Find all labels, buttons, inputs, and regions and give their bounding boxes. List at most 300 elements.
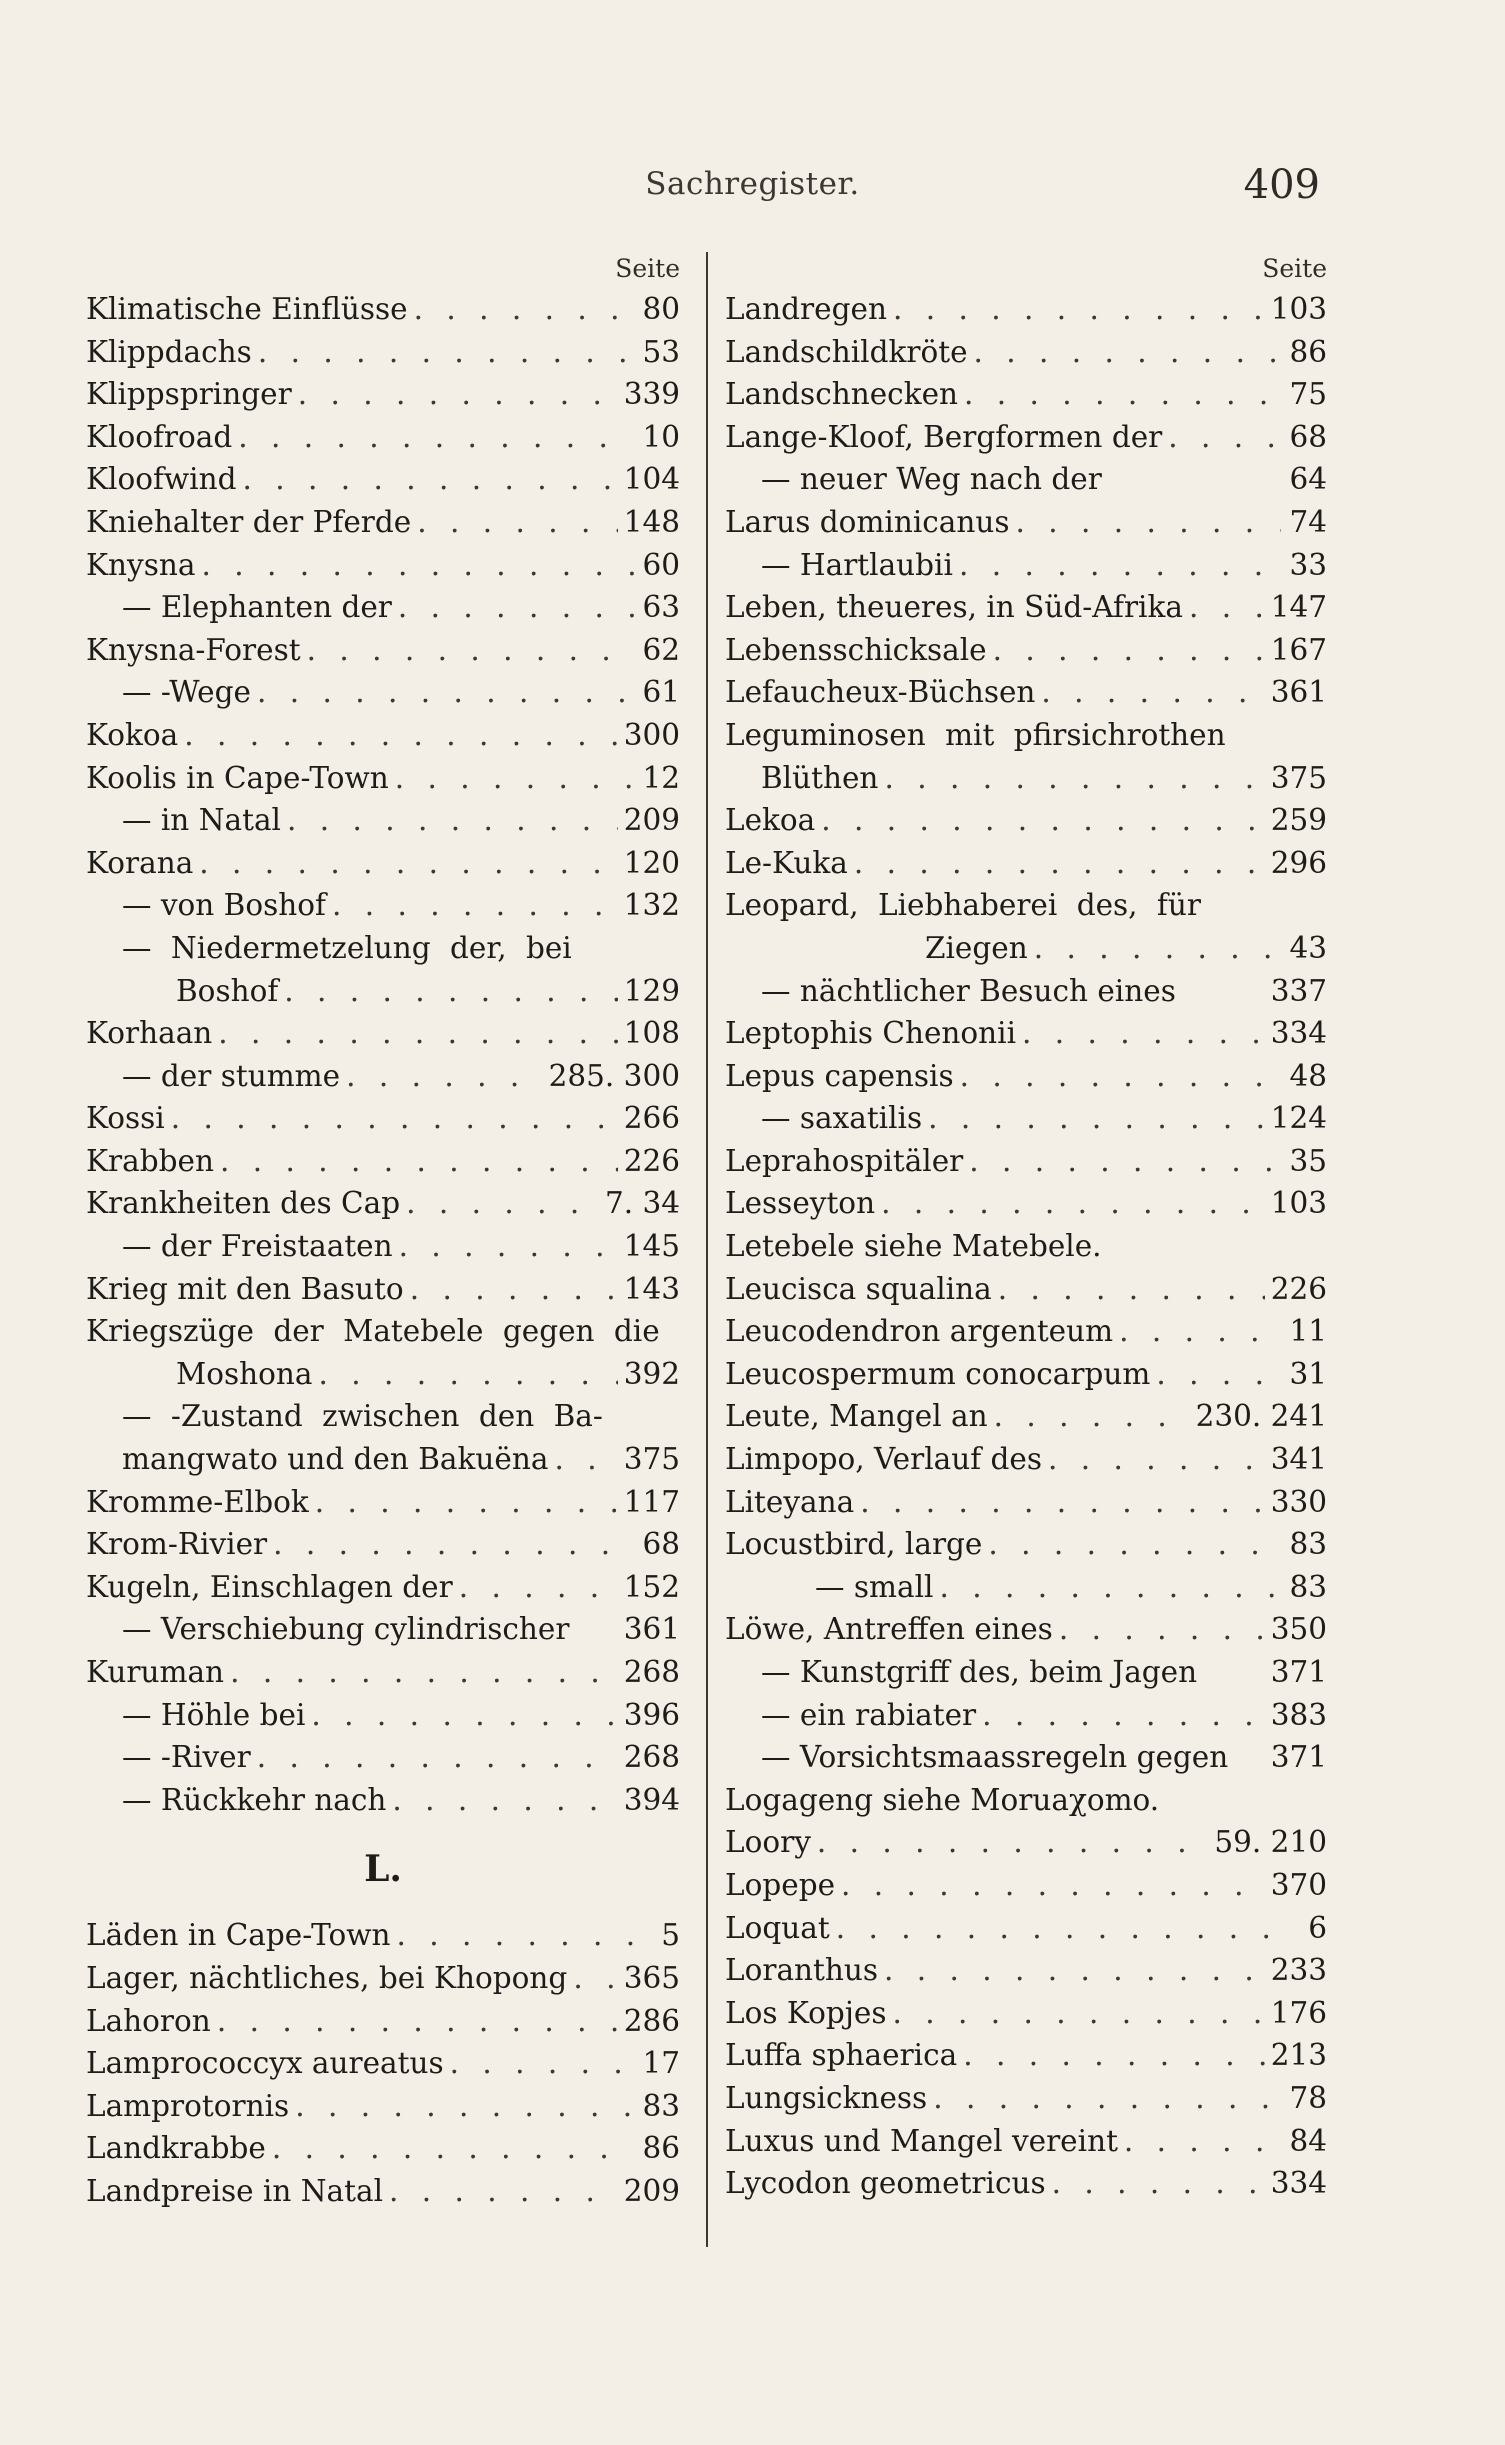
leader-dots (881, 1182, 1265, 1225)
entry-term: Liteyana (725, 1484, 855, 1519)
entry-page: 213 (1270, 2038, 1327, 2073)
entry-page: 86 (642, 2131, 680, 2166)
leader-dots (994, 1395, 1190, 1438)
index-entry (725, 799, 1327, 842)
leader-dots (1022, 1012, 1265, 1055)
leader-dots (998, 1268, 1265, 1311)
index-entry (725, 884, 1327, 927)
entry-term: Lycodon geometricus (725, 2166, 1046, 2201)
entry-page: 230. 241 (1195, 1399, 1327, 1434)
entry-page: 6 (1308, 1910, 1327, 1945)
entry-page: 10 (642, 419, 680, 454)
entry-term: — Kunstgriff des, beim Jagen (761, 1655, 1198, 1689)
entry-page: 33 (1289, 547, 1327, 582)
entry-page: 233 (1270, 1953, 1327, 1988)
index-entry (86, 1012, 680, 1055)
entry-page: 83 (642, 2088, 680, 2123)
index-entry (725, 1907, 1327, 1950)
entry-term: — in Natal (122, 803, 281, 838)
entry-page: 7. 34 (604, 1186, 680, 1221)
entry-term: Larus dominicanus (725, 504, 1010, 539)
entry-term: Knysna-Forest (86, 632, 301, 667)
index-entry (725, 1736, 1327, 1779)
leader-dots (884, 757, 1264, 800)
entry-page: 148 (623, 504, 680, 539)
leader-dots (257, 671, 634, 714)
entry-page: 83 (1289, 1527, 1327, 1562)
entry-term: — saxatilis (761, 1101, 923, 1136)
leader-dots (836, 1907, 1281, 1950)
leader-dots (392, 1779, 617, 1822)
leader-dots (307, 629, 634, 672)
entry-page: 17 (642, 2046, 680, 2081)
entry-page: 11 (1289, 1314, 1327, 1349)
index-entry (86, 757, 680, 800)
index-entry (725, 373, 1327, 416)
leader-dots (893, 288, 1265, 331)
entry-page: 334 (1270, 2166, 1327, 2201)
index-entry (86, 373, 680, 416)
entry-page: 108 (623, 1016, 680, 1051)
entry-term: Logageng siehe Moruaχomo. (725, 1782, 1160, 1817)
entry-term: Leptophis Chenonii (725, 1016, 1017, 1051)
entry-term: Loranthus (725, 1953, 879, 1988)
leader-dots (1052, 2162, 1265, 2205)
leader-dots (841, 1864, 1265, 1907)
entry-page: 286 (623, 2003, 680, 2038)
entry-term: Lopepe (725, 1867, 836, 1902)
entry-term: Lahoron (86, 2003, 211, 2038)
index-entry (86, 1694, 680, 1737)
entry-page: 375 (1270, 760, 1327, 795)
entries-l-right (725, 288, 1327, 2205)
leader-dots (184, 714, 617, 757)
entry-term: Lebensschicksale (725, 632, 987, 667)
index-entry (725, 2034, 1327, 2077)
leader-dots (332, 884, 618, 927)
entry-term: Lange-Kloof, Bergformen der (725, 419, 1163, 454)
entry-term: Korana (86, 845, 194, 880)
entries-k (86, 288, 680, 1821)
entry-page: 143 (623, 1271, 680, 1306)
leader-dots (397, 1914, 634, 1957)
index-entry (86, 1779, 680, 1822)
entry-page: 341 (1270, 1442, 1327, 1477)
entry-page: 145 (623, 1229, 680, 1264)
entry-term: Klippdachs (86, 334, 252, 369)
entry-term: Koolis in Cape-Town (86, 760, 389, 795)
entry-page: 132 (623, 888, 680, 923)
index-entry (725, 1651, 1327, 1694)
leader-dots (893, 1992, 1265, 2035)
entry-term: Landschildkröte (725, 334, 968, 369)
entry-term: Lamprotornis (86, 2088, 290, 2123)
entry-term: — Hartlaubii (761, 547, 953, 582)
entry-term: Kossi (86, 1101, 165, 1136)
entry-term: Landpreise in Natal (86, 2173, 384, 2208)
index-entry (725, 927, 1327, 970)
entry-term: Letebele siehe Matebele. (725, 1229, 1102, 1264)
leader-dots (272, 2127, 634, 2170)
entry-term: Leguminosen mit pfirsichrothen (725, 717, 1226, 752)
index-entry (86, 970, 680, 1013)
entry-term: — Vorsichtsmaassregeln gegen (761, 1740, 1229, 1775)
entry-page: 371 (1270, 1655, 1327, 1689)
index-entry (86, 501, 680, 544)
entry-page: 152 (623, 1569, 680, 1604)
entry-term: Lepus capensis (725, 1058, 954, 1093)
index-entry (725, 1694, 1327, 1737)
index-column-left (86, 250, 680, 2213)
index-entry (725, 1225, 1327, 1268)
index-entry (725, 1566, 1327, 1609)
entry-term: Leucospermum conocarpum (725, 1356, 1151, 1391)
index-entry (86, 2085, 680, 2128)
entry-term: Kromme-Elbok (86, 1484, 309, 1519)
entry-page: 147 (1270, 590, 1327, 625)
leader-dots (318, 1353, 617, 1396)
index-entry (725, 288, 1327, 331)
index-entry (86, 416, 680, 459)
leader-dots (1059, 1608, 1265, 1651)
index-entry (725, 1779, 1327, 1822)
entry-term: Kloofroad (86, 419, 233, 454)
index-entry (725, 1864, 1327, 1907)
leader-dots (201, 544, 634, 587)
leader-dots (399, 1225, 618, 1268)
index-entry (86, 1268, 680, 1311)
entry-page: 12 (642, 760, 680, 795)
leader-dots (1124, 2120, 1281, 2163)
entry-term: — -Zustand zwischen den Ba- (122, 1399, 603, 1434)
entry-page: 361 (1270, 675, 1327, 710)
leader-dots (295, 2085, 634, 2128)
index-entry (725, 671, 1327, 714)
entry-term: — Niedermetzelung der, bei (122, 930, 572, 965)
entry-term: — -River (122, 1740, 251, 1775)
entry-term: Krankheiten des Cap (86, 1186, 401, 1221)
entry-page: 370 (1270, 1867, 1327, 1902)
index-entry (725, 2077, 1327, 2120)
entry-term: — der Freistaaten (122, 1229, 393, 1264)
leader-dots (554, 1438, 617, 1481)
entry-term: Leucisca squalina (725, 1271, 992, 1306)
index-entry (86, 1481, 680, 1524)
leader-dots (821, 799, 1264, 842)
leader-dots (311, 1694, 617, 1737)
index-entry (725, 1992, 1327, 2035)
leader-dots (315, 1481, 618, 1524)
entry-term: Lamprococcyx aureatus (86, 2046, 444, 2081)
leader-dots (287, 799, 618, 842)
entry-page: 396 (623, 1697, 680, 1732)
entry-page: 48 (1289, 1058, 1327, 1093)
entry-page: 43 (1289, 930, 1327, 965)
leader-dots (284, 970, 617, 1013)
entry-page: 209 (623, 803, 680, 838)
index-entry (86, 1140, 680, 1183)
leader-dots (257, 1736, 618, 1779)
index-entry (725, 586, 1327, 629)
entry-term: Boshof (176, 973, 279, 1008)
entry-page: 176 (1270, 1995, 1327, 2030)
entry-page: 80 (642, 292, 680, 326)
entry-term: Luxus und Mangel vereint (725, 2123, 1118, 2158)
index-entry (86, 1914, 680, 1957)
entry-page: 266 (623, 1101, 680, 1136)
leader-dots (959, 544, 1281, 587)
leader-dots (933, 2077, 1281, 2120)
entry-page: 259 (1270, 803, 1327, 838)
index-entry (725, 1140, 1327, 1183)
index-entry (725, 1055, 1327, 1098)
leader-dots (273, 1523, 634, 1566)
entry-term: Klimatische Einflüsse (86, 292, 408, 326)
index-entry (86, 1523, 680, 1566)
leader-dots (1041, 671, 1264, 714)
entry-page: 226 (1270, 1271, 1327, 1306)
index-entry (86, 1395, 680, 1438)
entry-page: 124 (1270, 1101, 1327, 1136)
entry-page: 296 (1270, 845, 1327, 880)
column-label-seite: Seite (1262, 254, 1327, 283)
leader-dots (573, 1957, 617, 2000)
entry-page: 53 (642, 334, 680, 369)
leader-dots (346, 1055, 543, 1098)
entry-term: Klippspringer (86, 377, 292, 412)
entry-page: 117 (623, 1484, 680, 1519)
entry-term: Ziegen (925, 930, 1028, 965)
entry-term: Lefaucheux-Büchsen (725, 675, 1036, 710)
index-entry (86, 288, 680, 331)
index-entry (86, 2042, 680, 2085)
index-entry (725, 458, 1327, 501)
index-entry (86, 714, 680, 757)
entry-term: Blüthen (761, 760, 879, 795)
index-entry (86, 1957, 680, 2000)
entry-term: Locustbird, large (725, 1527, 983, 1562)
leader-dots (395, 757, 634, 800)
entry-page: 129 (623, 973, 680, 1008)
index-entry (725, 501, 1327, 544)
index-entry (725, 544, 1327, 587)
leader-dots (1119, 1310, 1281, 1353)
index-entry (86, 458, 680, 501)
entry-term: Leben, theueres, in Süd-Afrika (725, 590, 1183, 625)
entry-page: 86 (1289, 334, 1327, 369)
index-entry (725, 757, 1327, 800)
entry-term: Los Kopjes (725, 1995, 887, 2030)
entry-page: 61 (642, 675, 680, 710)
index-entry (86, 629, 680, 672)
entry-term: — neuer Weg nach der (761, 462, 1102, 497)
index-entry (86, 1736, 680, 1779)
entry-page: 209 (623, 2173, 680, 2208)
index-entry (86, 1055, 680, 1098)
index-entry (725, 970, 1327, 1013)
index-entry (725, 842, 1327, 885)
leader-dots (963, 2034, 1264, 2077)
leader-dots (414, 288, 634, 331)
entry-page: 268 (623, 1655, 680, 1689)
entry-page: 375 (623, 1442, 680, 1477)
entry-term: Kloofwind (86, 462, 237, 497)
entry-page: 74 (1289, 504, 1327, 539)
entry-term: Krom-Rivier (86, 1527, 268, 1562)
entry-term: Kuruman (86, 1655, 225, 1689)
index-entry (725, 2162, 1327, 2205)
index-entry (86, 2170, 680, 2213)
index-entry (86, 1651, 680, 1694)
entry-page: 68 (1289, 419, 1327, 454)
entry-page: 62 (642, 632, 680, 667)
leader-dots (1156, 1353, 1281, 1396)
leader-dots (217, 2000, 618, 2043)
entry-page: 78 (1289, 2080, 1327, 2115)
leader-dots (406, 1182, 599, 1225)
entry-term: Kriegszüge der Matebele gegen die (86, 1314, 660, 1349)
entry-term: — Höhle bei (122, 1697, 306, 1732)
leader-dots (993, 629, 1265, 672)
entry-term: Landschnecken (725, 377, 959, 412)
entry-page: 59. 210 (1214, 1825, 1327, 1860)
leader-dots (238, 416, 634, 459)
index-entry (725, 1012, 1327, 1055)
index-entry (86, 1225, 680, 1268)
entry-term: Leucodendron argenteum (725, 1314, 1114, 1349)
entry-page: 226 (623, 1143, 680, 1178)
entry-page: 330 (1270, 1484, 1327, 1519)
entry-page: 394 (623, 1782, 680, 1817)
index-entry (725, 1481, 1327, 1524)
entry-term: mangwato und den Bakuëna (122, 1442, 549, 1477)
entry-page: 103 (1270, 292, 1327, 326)
leader-dots (220, 1140, 618, 1183)
leader-dots (1016, 501, 1281, 544)
index-entry (725, 1949, 1327, 1992)
entry-term: — -Wege (122, 675, 251, 710)
entry-page: 103 (1270, 1186, 1327, 1221)
index-entry (725, 1268, 1327, 1311)
entry-page: 63 (642, 590, 680, 625)
entry-term: Kokoa (86, 717, 179, 752)
leader-dots (398, 586, 634, 629)
entry-term: — ein rabiater (761, 1697, 977, 1732)
entry-page: 285. 300 (548, 1058, 680, 1093)
entry-term: — von Boshof (122, 888, 326, 923)
leader-dots (242, 458, 617, 501)
index-entry (86, 1182, 680, 1225)
leader-dots (1034, 927, 1281, 970)
index-column-right (725, 250, 1327, 2205)
leader-dots (1048, 1438, 1265, 1481)
page-number: 409 (1243, 162, 1320, 208)
entry-term: Loquat (725, 1910, 830, 1945)
entry-page: 60 (642, 547, 680, 582)
leader-dots (964, 373, 1281, 416)
index-entry (725, 1523, 1327, 1566)
index-entry (725, 1821, 1327, 1864)
index-entry (86, 1310, 680, 1353)
leader-dots (417, 501, 617, 544)
entry-term: — small (815, 1569, 934, 1604)
index-entry (86, 544, 680, 587)
leader-dots (960, 1055, 1281, 1098)
index-entry (725, 1608, 1327, 1651)
leader-dots (171, 1097, 618, 1140)
index-entry (725, 1353, 1327, 1396)
entry-term: Kugeln, Einschlagen der (86, 1569, 453, 1604)
entry-term: — der stumme (122, 1058, 341, 1093)
entry-page: 68 (642, 1527, 680, 1562)
running-head (0, 162, 1505, 212)
entry-page: 339 (623, 377, 680, 412)
entry-term: — Rückkehr nach (122, 1782, 387, 1817)
leader-dots (974, 331, 1281, 374)
index-entry (86, 2127, 680, 2170)
entry-term: Le-Kuka (725, 845, 848, 880)
entry-page: 84 (1289, 2123, 1327, 2158)
index-entry (86, 2000, 680, 2043)
entry-page: 167 (1270, 632, 1327, 667)
entry-term: Loory (725, 1825, 811, 1860)
entry-term: Luffa sphaerica (725, 2038, 958, 2073)
entry-term: Löwe, Antreffen eines (725, 1612, 1053, 1647)
leader-dots (884, 1949, 1265, 1992)
index-entry (86, 586, 680, 629)
entry-term: Lekoa (725, 803, 816, 838)
entry-page: 104 (623, 462, 680, 497)
entries-l-left (86, 1914, 680, 2212)
entry-page: 337 (1270, 973, 1327, 1008)
entry-term: — Elephanten der (122, 590, 392, 625)
leader-dots (389, 2170, 618, 2213)
index-entry (725, 714, 1327, 757)
entry-term: Landkrabbe (86, 2131, 266, 2166)
entry-page: 365 (623, 1960, 680, 1995)
entry-term: Leute, Mangel an (725, 1399, 988, 1434)
index-entry (86, 1438, 680, 1481)
entry-page: 371 (1270, 1740, 1327, 1775)
entry-term: Kniehalter der Pferde (86, 504, 412, 539)
entry-page: 31 (1289, 1356, 1327, 1391)
entry-term: Knysna (86, 547, 196, 582)
entry-term: — Verschiebung cylindrischer (122, 1612, 570, 1647)
column-divider (706, 252, 708, 2247)
leader-dots (817, 1821, 1209, 1864)
index-entry (86, 927, 680, 970)
leader-dots (939, 1566, 1281, 1609)
leader-dots (928, 1097, 1265, 1140)
index-entry (725, 1395, 1327, 1438)
entry-page: 5 (661, 1918, 680, 1953)
entry-term: Leprahospitäler (725, 1143, 964, 1178)
entry-term: Korhaan (86, 1016, 213, 1051)
entry-page: 83 (1289, 1569, 1327, 1604)
index-entry (725, 331, 1327, 374)
running-title: Sachregister. (645, 166, 860, 202)
index-entry (725, 2120, 1327, 2163)
index-entry (725, 416, 1327, 459)
leader-dots (459, 1566, 618, 1609)
leader-dots (450, 2042, 634, 2085)
leader-dots (854, 842, 1265, 885)
entry-term: Lager, nächtliches, bei Khopong (86, 1960, 568, 1995)
section-letter: L. (364, 1848, 402, 1891)
index-entry (86, 884, 680, 927)
entry-page: 120 (623, 845, 680, 880)
index-entry (86, 331, 680, 374)
